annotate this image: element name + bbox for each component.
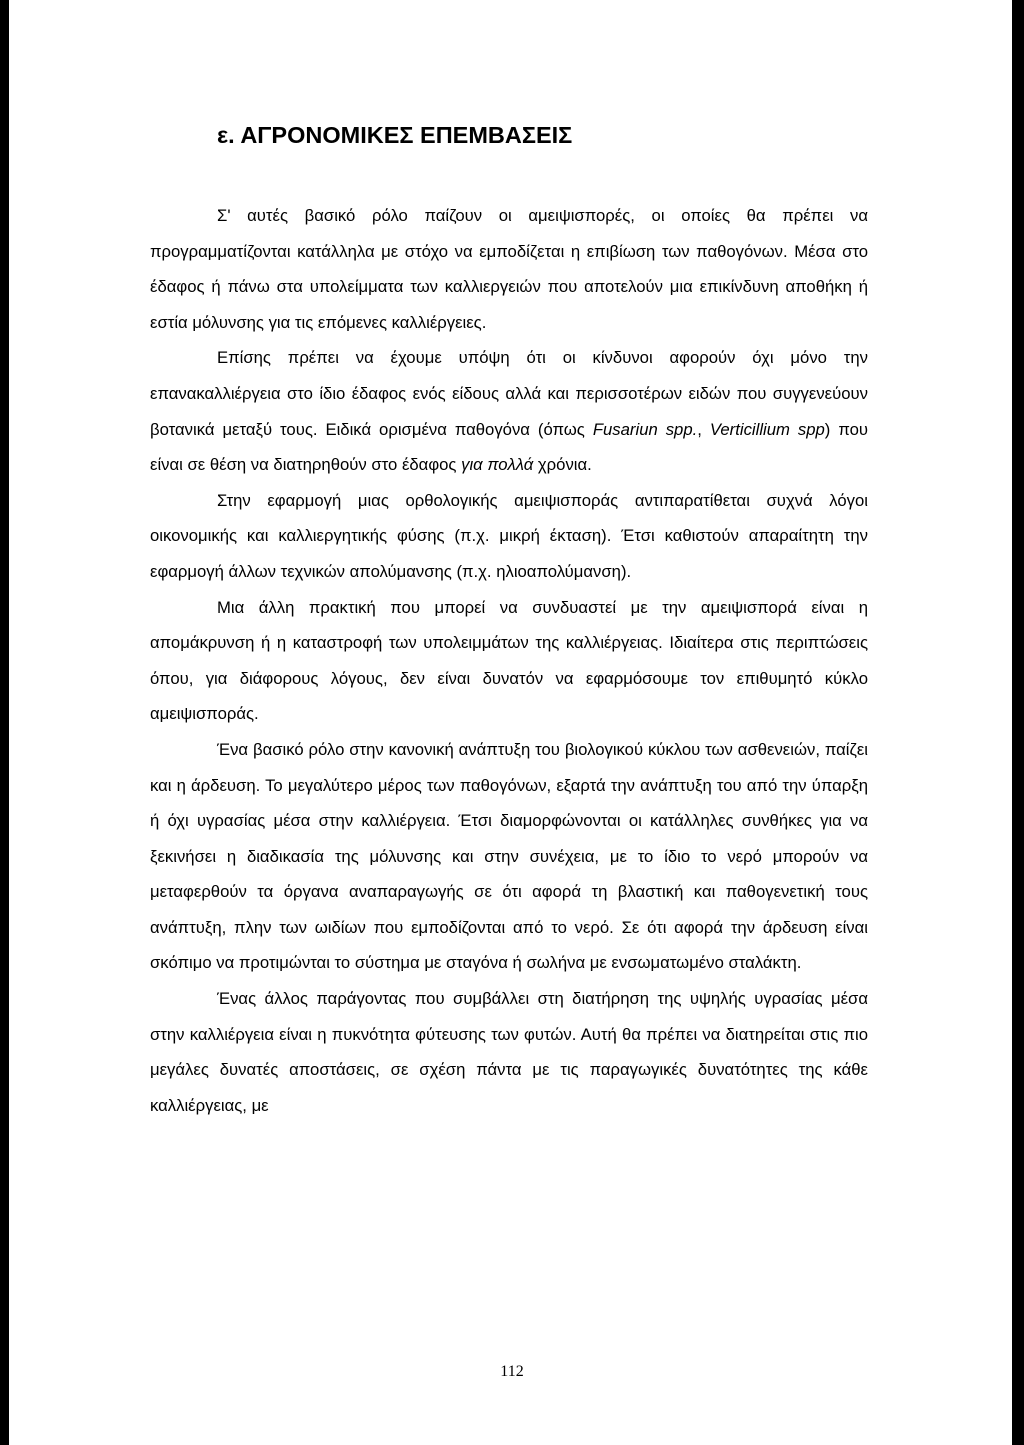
paragraph-text: ) που είναι σε θέση να διατηρηθούν στο έδαφος xyxy=(150,419,868,475)
paragraph-text: χρόνια. xyxy=(537,455,592,475)
paragraph-text: Επίσης πρέπει να έχουμε υπόψη ότι οι κίνδυνοι αφορούν όχι μόνο την επανακαλλιέργεια στο ίδιο έδαφος ενός είδους αλλά και περισσοτέρων ειδών που συγγενεύουν βοτανικά μεταξύ τους. Ειδικά ορισμένα παθογόνα (όπως xyxy=(150,348,868,439)
separator: , xyxy=(697,419,702,439)
species-name: Fusariun spp. xyxy=(592,419,698,439)
paragraph-economic-factors: Στην εφαρμογή μιας ορθολογικής αμειψισποράς αντιπαρατίθεται συχνά λόγοι οικονομικής και καλλιεργητικής φύσης (π.χ. μικρή έκταση). Έτσι καθιστούν απαραίτητη την εφαρμογή άλλων τεχνικών απολύμανσης (π.χ. ηλιοαπολύμανση). xyxy=(150,490,868,581)
paragraph-crop-rotation: Σ' αυτές βασικό ρόλο παίζουν οι αμειψισπορές, οι οποίες θα πρέπει να προγραμματίζονται κατάλληλα με στόχο να εμποδίζεται η επιβίωση των παθογόνων. Μέσα στο έδαφος ή πάνω στα υπολείμματα των καλλιεργειών που αποτελούν μια επικίνδυνη αποθήκη ή εστία μόλυνσης για τις επόμενες καλλιέργειες. xyxy=(150,206,868,332)
paragraph-residue-removal: Μια άλλη πρακτική που μπορεί να συνδυαστεί με την αμειψισπορά είναι η απομάκρυνση ή η καταστροφή των υπολειμμάτων της καλλιέργειας. Ιδιαίτερα στις περιπτώσεις όπου, για διάφορους λόγους, δεν είναι δυνατόν να εφαρμόσουμε τον επιθυμητό κύκλο αμειψισποράς. xyxy=(150,597,868,724)
species-name: Verticillium spp xyxy=(709,419,825,439)
italic-phrase: για πολλά xyxy=(461,455,534,475)
body-text xyxy=(150,198,868,1123)
page-number: 112 xyxy=(500,1363,524,1380)
paragraph-related-species xyxy=(150,340,868,482)
section-heading: ε. ΑΓΡΟΝΟΜΙΚΕΣ ΕΠΕΜΒΑΣΕΙΣ xyxy=(217,122,573,148)
paragraph-plant-density: Ένας άλλος παράγοντας που συμβάλλει στη διατήρηση της υψηλής υγρασίας μέσα στην καλλιέργεια είναι η πυκνότητα φύτευσης των φυτών. Αυτή θα πρέπει να διατηρείται στις πιο μεγάλες δυνατές αποστάσεις, σε σχέση πάντα με τις παραγωγικές δυνατότητες της κάθε καλλιέργειας, με xyxy=(150,989,868,1115)
paragraph-irrigation: Ένα βασικό ρόλο στην κανονική ανάπτυξη του βιολογικού κύκλου των ασθενειών, παίζει και η άρδευση. Το μεγαλύτερο μέρος των παθογόνων, εξαρτά την ανάπτυξη του από την ύπαρξη ή όχι υγρασίας μέσα στην καλλιέργεια. Έτσι διαμορφώνονται οι κατάλληλες συνθήκες για να ξεκινήσει η διαδικασία της μόλυνσης και στην συνέχεια, με το ίδιο το νερό μπορούν να μεταφερθούν τα όργανα αναπαραγωγής σε ότι αφορά τη βλαστική και παθογενετική τους ανάπτυξη, πλην των ωιδίων που εμποδίζονται από το νερό. Σε ότι αφορά την άρδευση είναι σκόπιμο να προτιμώνται το σύστημα με σταγόνα ή σωλήνα με ενσωματωμένο σταλάκτη. xyxy=(150,739,868,973)
